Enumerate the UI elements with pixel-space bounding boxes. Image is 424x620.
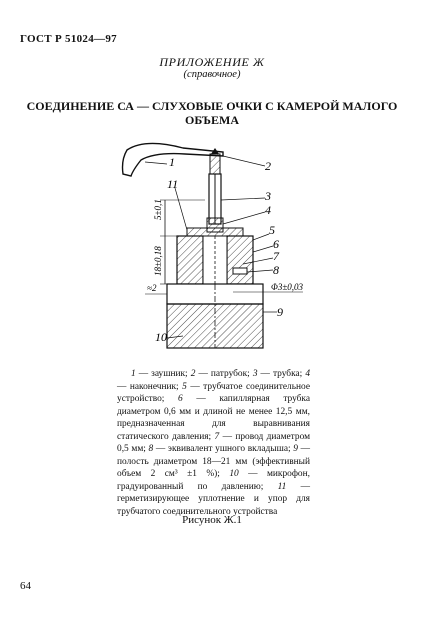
callout-2: 2 <box>265 159 271 173</box>
legend-item-number: 4 <box>305 369 310 379</box>
legend-item-number: 8 <box>148 444 154 454</box>
nozzle <box>210 154 220 174</box>
legend-item-number: 7 <box>214 431 220 442</box>
callout-9: 9 <box>277 305 283 319</box>
legend-item-text: — герметизирующее уплотнение и упор для трубчатого соединительного устройства <box>117 481 311 517</box>
legend-item-text: — патрубок; <box>195 369 253 379</box>
callout-3: 3 <box>265 189 271 203</box>
dimension-step-width: ≈2 <box>147 283 157 293</box>
legend-item-number: 3 <box>252 369 258 379</box>
legend-item-text: — трубчатое соединительное устройство; <box>117 381 310 404</box>
coupling-left <box>177 236 203 284</box>
seal <box>187 228 243 236</box>
legend-item-text: — наконечник; <box>117 381 183 392</box>
dimension-wire-diameter: Φ3±0,03 <box>271 282 304 292</box>
figure-caption: Рисунок Ж.1 <box>182 514 242 526</box>
legend-item-text: — трубка; <box>257 369 306 379</box>
main-title: СОЕДИНЕНИЕ СА — СЛУХОВЫЕ ОЧКИ С КАМЕРОЙ МАЛОГО ОБЪЕМА <box>26 99 398 127</box>
legend-item-number: 11 <box>277 481 287 492</box>
legend-item-number: 1 <box>131 369 136 379</box>
legend-item-text: — эквивалент ушного вкладыша; <box>153 444 294 454</box>
legend-item-number: 9 <box>293 444 298 454</box>
legend-item-text: — полость диаметром 18—21 мм (эффективный объем 2 см³ ±1 %); <box>117 444 310 479</box>
appendix-note: (справочное) <box>183 69 241 80</box>
callout-5: 5 <box>269 223 275 237</box>
callout-11: 11 <box>167 177 179 191</box>
callout-1: 1 <box>169 155 175 169</box>
legend-item-number: 5 <box>182 381 187 392</box>
appendix-title: ПРИЛОЖЕНИЕ Ж <box>159 55 265 69</box>
legend-item-number: 10 <box>229 469 239 479</box>
legend-item-number: 6 <box>178 394 183 404</box>
technical-drawing <box>105 140 325 365</box>
page-number: 64 <box>20 580 31 592</box>
figure-legend <box>117 368 310 518</box>
legend-item-text: — провод диаметром 0,5 мм; <box>117 431 311 454</box>
callout-4: 4 <box>265 203 271 217</box>
legend-item-number: 2 <box>190 369 196 379</box>
ear-insert-equivalent <box>233 268 247 274</box>
legend-item-text: — микрофон, градуированный по давлению; <box>117 469 310 492</box>
coupling-right <box>227 236 253 284</box>
dimension-top-height: 5±0,1 <box>153 199 163 220</box>
document-header: ГОСТ Р 51024—97 <box>20 33 117 45</box>
legend-item-text: — капиллярная трубка диаметром 0,6 мм и длиной не менее 12,5 мм, предназначенная для выравнивания статического давления; <box>117 394 311 442</box>
legend-item-text: — заушник; <box>135 369 191 379</box>
callout-7: 7 <box>273 249 279 263</box>
dimension-chamber-height: 18±0,18 <box>153 246 163 276</box>
callout-6: 6 <box>273 237 279 251</box>
callout-8: 8 <box>273 263 279 277</box>
callout-10: 10 <box>155 330 167 344</box>
